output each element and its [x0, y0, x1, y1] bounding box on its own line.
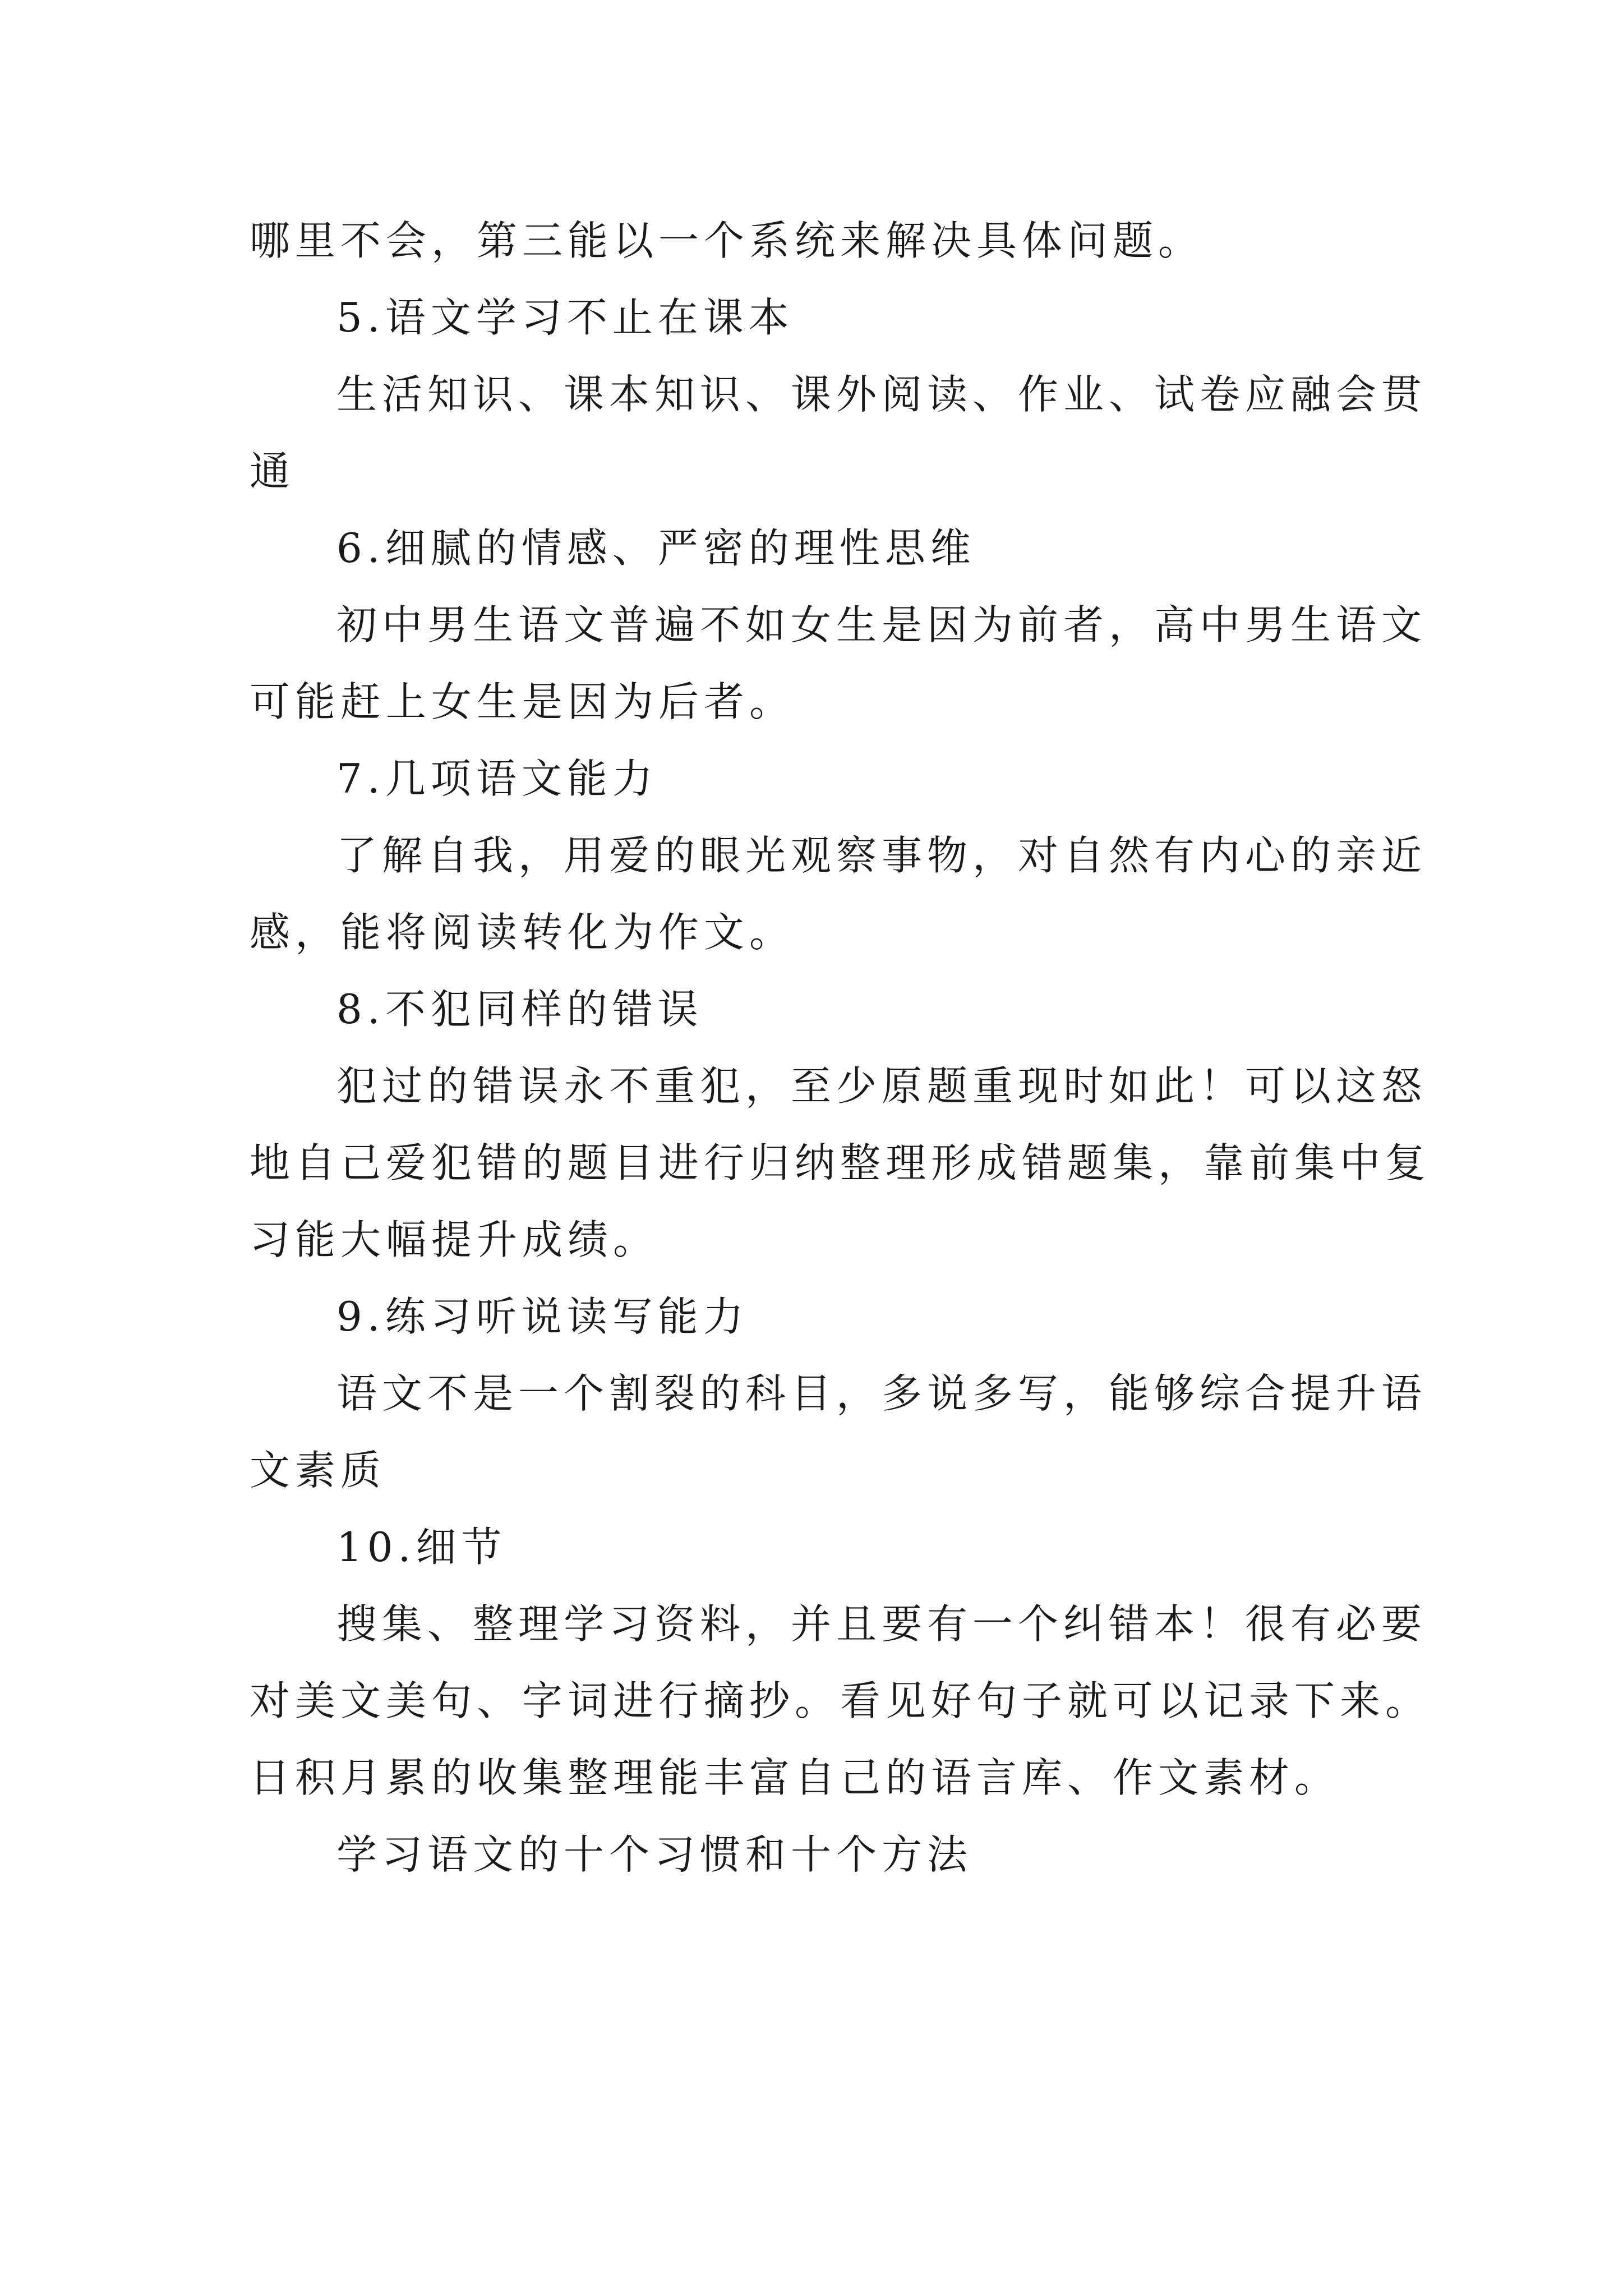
section-heading: 6.细腻的情感、严密的理性思维 [336, 524, 976, 572]
section-heading: 7.几项语文能力 [336, 755, 658, 802]
section-heading: 5.语文学习不止在课本 [336, 294, 794, 341]
section-heading: 10.细节 [336, 1524, 507, 1571]
section-heading: 8.不犯同样的错误 [336, 986, 703, 1033]
paragraph-line: 搜集、整理学习资料，并且要有一个纠错本！很有必要 [336, 1600, 1427, 1648]
paragraph-line: 对美文美句、字词进行摘抄。看见好句子就可以记录下来。 [250, 1677, 1431, 1724]
paragraph-line: 犯过的错误永不重犯，至少原题重现时如此！可以这怒 [336, 1062, 1427, 1110]
paragraph-line: 通 [250, 448, 296, 495]
paragraph-line: 生活知识、课本知识、课外阅读、作业、试卷应融会贯 [336, 371, 1427, 418]
paragraph-line: 文素质 [250, 1447, 386, 1494]
paragraph-line: 可能赶上女生是因为后者。 [250, 678, 795, 725]
paragraph-line: 初中男生语文普遍不如女生是因为前者，高中男生语文 [336, 601, 1427, 648]
paragraph-line: 地自己爱犯错的题目进行归纳整理形成错题集，靠前集中复 [250, 1139, 1431, 1186]
section-heading: 9.练习听说读写能力 [336, 1293, 749, 1340]
paragraph-line: 感，能将阅读转化为作文。 [250, 909, 795, 956]
paragraph-line: 习能大幅提升成绩。 [250, 1216, 659, 1263]
section-heading: 学习语文的十个习惯和十个方法 [336, 1831, 973, 1878]
paragraph-line: 了解自我，用爱的眼光观察事物，对自然有内心的亲近 [336, 832, 1427, 879]
paragraph-line: 日积月累的收集整理能丰富自己的语言库、作文素材。 [250, 1754, 1340, 1801]
text-line: 哪里不会，第三能以一个系统来解决具体问题。 [250, 217, 1204, 264]
paragraph-line: 语文不是一个割裂的科目，多说多写，能够综合提升语 [336, 1370, 1427, 1417]
